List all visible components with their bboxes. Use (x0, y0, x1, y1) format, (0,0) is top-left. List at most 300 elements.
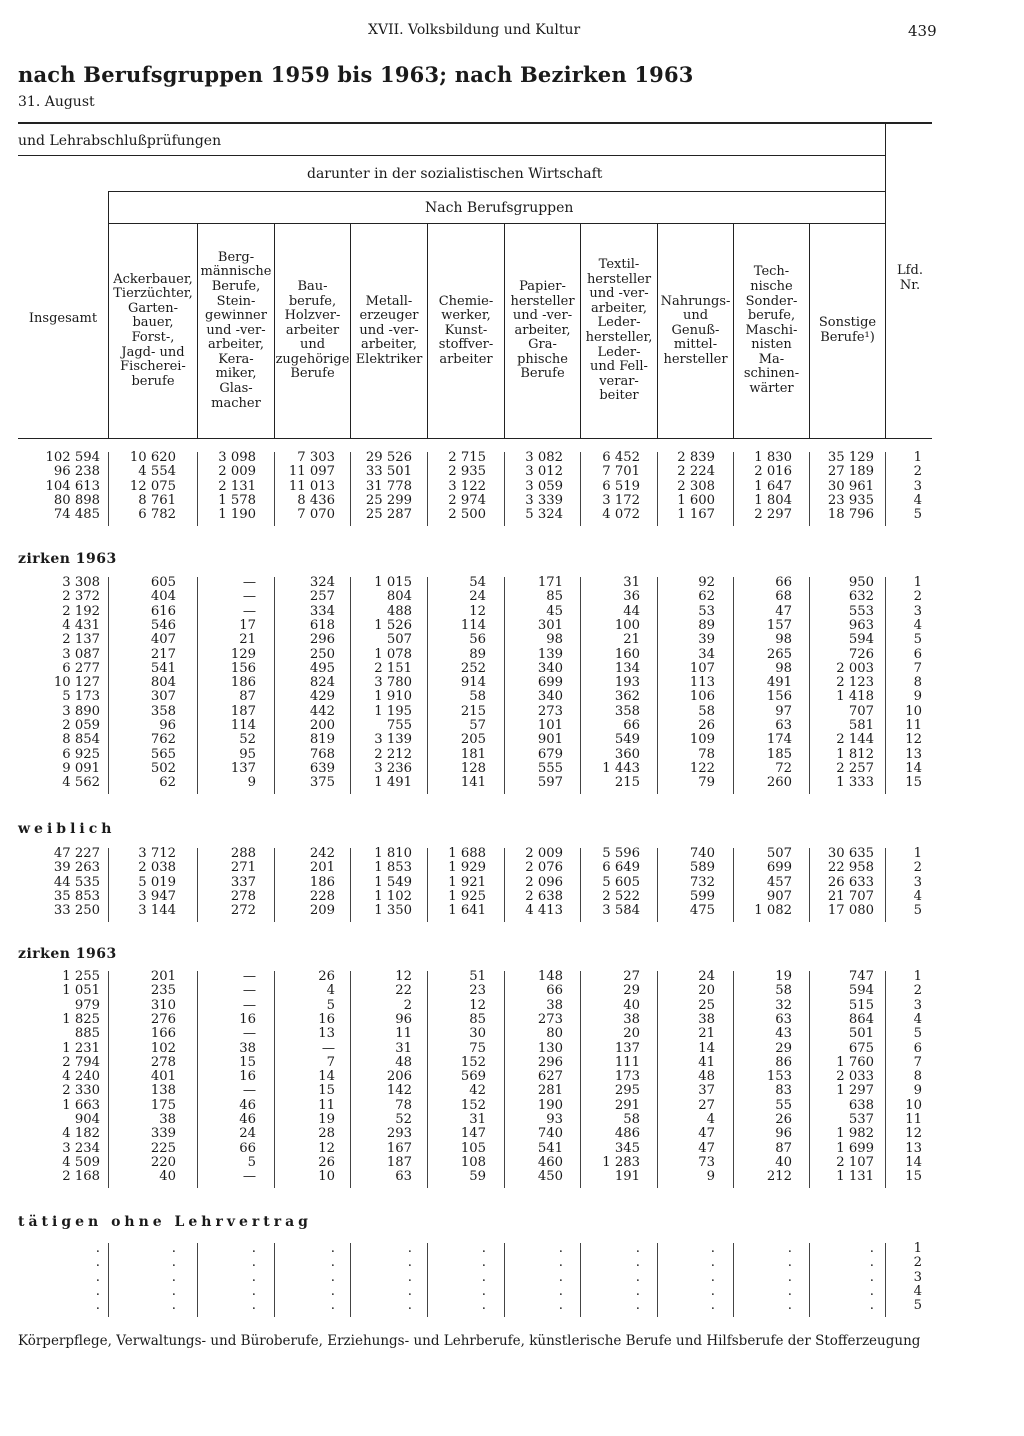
table-cell: 152 (460, 1097, 486, 1113)
block-divider (733, 848, 734, 922)
table-cell: 675 (848, 1040, 874, 1056)
table-cell: 66 (775, 575, 792, 590)
table-cell: 174 (766, 732, 792, 748)
table-cell: 41 (698, 1054, 715, 1070)
table-cell: 153 (766, 1069, 792, 1085)
table-cell: 31 (469, 1112, 486, 1127)
row-number-cell: 14 (905, 1154, 922, 1170)
table-cell: 5 596 (602, 846, 640, 861)
table-cell: 111 (614, 1054, 640, 1070)
table-cell: . (558, 1255, 563, 1271)
table-cell: 93 (546, 1112, 563, 1127)
table-cell: 250 (309, 646, 335, 662)
table-cell: — (242, 1083, 256, 1099)
table-cell: 32 (775, 997, 792, 1013)
table-cell: 43 (775, 1026, 792, 1042)
section-label-weiblich: weiblich (18, 821, 116, 837)
row-number-cell: 5 (913, 903, 922, 919)
table-cell: 97 (775, 703, 792, 719)
table-cell: 442 (309, 703, 335, 719)
row-number-cell: 6 (913, 646, 922, 662)
table-cell: 307 (150, 689, 176, 705)
table-cell: 29 526 (365, 450, 412, 465)
table-cell: 16 (239, 1069, 256, 1085)
table-cell: 114 (230, 718, 256, 733)
table-cell: 5 173 (62, 689, 100, 705)
table-cell: 58 (775, 983, 792, 999)
row-number-cell: 1 (913, 969, 922, 984)
table-cell: 27 189 (827, 464, 874, 480)
table-cell: 7 (326, 1054, 335, 1070)
table-cell: — (321, 1040, 335, 1056)
row-number-cell: 5 (913, 1026, 922, 1042)
table-cell: 1 853 (374, 860, 412, 876)
table-cell: 51 (469, 969, 486, 984)
table-cell: 52 (395, 1112, 412, 1127)
table-cell: 963 (848, 617, 874, 633)
table-cell: 5 605 (602, 874, 640, 890)
top-rule (18, 122, 932, 124)
block-divider (504, 848, 505, 922)
row-number-cell: 2 (913, 1255, 922, 1271)
row-number-cell: 1 (913, 1241, 922, 1256)
table-cell: 7 303 (297, 450, 335, 465)
table-cell: 30 (469, 1026, 486, 1042)
table-cell: 86 (775, 1054, 792, 1070)
table-cell: 80 (546, 1026, 563, 1042)
table-cell: 627 (537, 1069, 563, 1085)
table-cell: 26 (318, 1154, 335, 1170)
row-number-cell: 4 (913, 1011, 922, 1027)
table-cell: 740 (537, 1126, 563, 1142)
table-cell: 12 (469, 603, 486, 619)
table-cell: . (330, 1241, 335, 1256)
table-cell: 11 (318, 1097, 335, 1113)
table-cell: 2 096 (525, 874, 563, 890)
header-bottom-rule (18, 438, 932, 439)
table-cell: . (251, 1241, 256, 1256)
table-cell: 488 (386, 603, 412, 619)
row-number-cell: 11 (905, 1112, 922, 1127)
table-cell: 819 (309, 732, 335, 748)
table-cell: 901 (537, 732, 563, 748)
table-cell: 1 810 (374, 846, 412, 861)
table-cell: 8 761 (138, 492, 176, 508)
table-cell: 616 (150, 603, 176, 619)
table-cell: 217 (150, 646, 176, 662)
table-cell: 166 (150, 1026, 176, 1042)
table-cell: 24 (239, 1126, 256, 1142)
table-cell: 252 (460, 660, 486, 676)
table-cell: 35 853 (53, 888, 100, 904)
table-cell: 1 297 (836, 1083, 874, 1099)
page-number: 439 (908, 22, 937, 40)
block-divider (197, 971, 198, 1188)
table-cell: 186 (309, 874, 335, 890)
table-cell: . (558, 1283, 563, 1299)
table-cell: . (558, 1241, 563, 1256)
table-cell: 507 (386, 632, 412, 648)
table-cell: . (251, 1283, 256, 1299)
page-title: nach Berufsgruppen 1959 bis 1963; nach Bezirken 1963 (18, 62, 694, 87)
row-number-cell: 6 (913, 1040, 922, 1056)
table-cell: 1 082 (754, 903, 792, 919)
block-divider (885, 971, 886, 1188)
table-cell: 260 (766, 775, 792, 791)
block-divider (580, 848, 581, 922)
table-cell: 100 (614, 617, 640, 633)
table-cell: . (251, 1255, 256, 1271)
table-cell: 89 (469, 646, 486, 662)
table-cell: 191 (614, 1169, 640, 1185)
table-cell: 3 098 (218, 450, 256, 465)
table-cell: 85 (469, 1011, 486, 1027)
table-cell: . (787, 1283, 792, 1299)
block-divider (580, 577, 581, 794)
table-cell: 324 (309, 575, 335, 590)
table-cell: 1 418 (836, 689, 874, 705)
block-divider (350, 971, 351, 1188)
block-divider (885, 577, 886, 794)
table-cell: 113 (689, 675, 715, 691)
block-divider (427, 577, 428, 794)
table-cell: 201 (309, 860, 335, 876)
table-cell: 200 (309, 718, 335, 733)
table-cell: . (710, 1283, 715, 1299)
table-cell: 48 (395, 1054, 412, 1070)
table-cell: 44 (623, 603, 640, 619)
row-number-cell: 4 (913, 492, 922, 508)
col-header-lfd-nr: Lfd. Nr. (897, 263, 923, 293)
table-cell: 271 (230, 860, 256, 876)
block-divider (657, 971, 658, 1188)
table-cell: 104 613 (45, 478, 100, 494)
row-number-cell: 1 (913, 846, 922, 861)
col-header-technical: Tech- nische Sonder- berufe, Maschi- nisten Ma- schinen- wärter (743, 264, 800, 397)
table-cell: 288 (230, 846, 256, 861)
table-cell: 2 192 (62, 603, 100, 619)
table-cell: 89 (698, 617, 715, 633)
table-cell: 138 (150, 1083, 176, 1099)
table-cell: 2 003 (836, 660, 874, 676)
table-cell: . (869, 1255, 874, 1271)
table-cell: . (481, 1241, 486, 1256)
table-cell: 134 (614, 660, 640, 676)
section-label-bezirke: zirken 1963 (18, 551, 117, 567)
col-header-agriculture: Ackerbauer, Tierzüchter, Garten- bauer, Forst-, Jagd- und Fischerei- berufe (113, 271, 193, 389)
table-cell: . (95, 1298, 100, 1314)
table-cell: 96 238 (53, 464, 100, 480)
col-header-food: Nahrungs- und Genuß- mittel- hersteller (660, 293, 731, 367)
table-cell: 565 (150, 746, 176, 762)
table-cell: 54 (469, 575, 486, 590)
table-cell: . (407, 1298, 412, 1314)
table-cell: — (242, 589, 256, 605)
table-cell: 73 (698, 1154, 715, 1170)
row-number-cell: 5 (913, 507, 922, 523)
table-cell: 1 760 (836, 1054, 874, 1070)
table-cell: 5 (326, 997, 335, 1013)
running-header: XVII. Volksbildung und Kultur (368, 22, 581, 38)
table-cell: 3 308 (62, 575, 100, 590)
table-cell: 460 (537, 1154, 563, 1170)
table-cell: 296 (537, 1054, 563, 1070)
table-cell: 107 (689, 660, 715, 676)
table-cell: 2 016 (754, 464, 792, 480)
table-cell: 1 804 (754, 492, 792, 508)
table-cell: 96 (395, 1011, 412, 1027)
table-cell: 457 (766, 874, 792, 890)
table-cell: 679 (537, 746, 563, 762)
col-header-paper: Papier- hersteller und -ver- arbeiter, Gra- phische Berufe (510, 278, 575, 382)
table-cell: . (330, 1269, 335, 1285)
group-header: darunter in der sozialistischen Wirtschaft (307, 166, 603, 182)
col-header-mining: Berg- männische Berufe, Stein- gewinner und -ver- arbeiter, Kera- miker, Glas- macher (200, 249, 272, 411)
table-cell: 2 715 (448, 450, 486, 465)
table-cell: 1 190 (218, 507, 256, 523)
table-cell: 130 (537, 1040, 563, 1056)
table-cell: 747 (848, 969, 874, 984)
table-cell: 2 151 (374, 660, 412, 676)
table-cell: 171 (537, 575, 563, 590)
table-cell: 33 250 (53, 903, 100, 919)
table-cell: . (171, 1298, 176, 1314)
block-divider (885, 848, 886, 922)
table-cell: 21 (698, 1026, 715, 1042)
table-cell: 31 (623, 575, 640, 590)
block-divider (274, 1243, 275, 1317)
table-cell: 87 (775, 1140, 792, 1156)
table-cell: 864 (848, 1011, 874, 1027)
table-cell: 4 509 (62, 1154, 100, 1170)
row-number-cell: 9 (913, 1083, 922, 1099)
block-divider (197, 452, 198, 526)
row-number-cell: 4 (913, 617, 922, 633)
table-cell: . (95, 1255, 100, 1271)
table-cell: 21 (239, 632, 256, 648)
block-divider (427, 971, 428, 1188)
table-cell: 56 (469, 632, 486, 648)
table-cell: 22 958 (827, 860, 874, 876)
table-cell: 23 (469, 983, 486, 999)
table-cell: 11 (395, 1026, 412, 1042)
table-cell: 26 (775, 1112, 792, 1127)
table-cell: 205 (460, 732, 486, 748)
table-cell: 39 263 (53, 860, 100, 876)
table-cell: 401 (150, 1069, 176, 1085)
table-cell: 2 076 (525, 860, 563, 876)
table-cell: 4 554 (138, 464, 176, 480)
table-cell: 1 015 (374, 575, 412, 590)
block-divider (274, 848, 275, 922)
table-cell: 31 778 (365, 478, 412, 494)
table-cell: 17 (239, 617, 256, 633)
table-cell: 555 (537, 760, 563, 776)
table-cell: 29 (623, 983, 640, 999)
table-cell: 2 009 (218, 464, 256, 480)
table-cell: . (869, 1298, 874, 1314)
table-cell: 142 (386, 1083, 412, 1099)
table-cell: 1 925 (448, 888, 486, 904)
section-label-bezirke-weiblich: zirken 1963 (18, 946, 117, 962)
table-cell: 9 091 (62, 760, 100, 776)
table-cell: 58 (469, 689, 486, 705)
table-cell: 83 (775, 1083, 792, 1099)
table-cell: 48 (698, 1069, 715, 1085)
table-cell: 185 (766, 746, 792, 762)
table-cell: 2 123 (836, 675, 874, 691)
table-cell: 2 500 (448, 507, 486, 523)
block-divider (657, 452, 658, 526)
table-cell: 407 (150, 632, 176, 648)
table-cell: 29 (775, 1040, 792, 1056)
subgroup-header: Nach Berufsgruppen (425, 200, 574, 216)
page-subtitle: 31. August (18, 94, 95, 110)
table-cell: 1 982 (836, 1126, 874, 1142)
block-divider (504, 971, 505, 1188)
table-cell: 109 (689, 732, 715, 748)
table-cell: 2 137 (62, 632, 100, 648)
table-cell: 3 082 (525, 450, 563, 465)
table-cell: 5 019 (138, 874, 176, 890)
table-cell: 157 (766, 617, 792, 633)
table-cell: 72 (775, 760, 792, 776)
block-divider (809, 971, 810, 1188)
table-cell: 20 (698, 983, 715, 999)
table-cell: 1 647 (754, 478, 792, 494)
table-cell: 2 330 (62, 1083, 100, 1099)
row-number-cell: 3 (913, 603, 922, 619)
table-cell: 6 925 (62, 746, 100, 762)
table-cell: 293 (386, 1126, 412, 1142)
table-cell: 762 (150, 732, 176, 748)
table-cell: 257 (309, 589, 335, 605)
table-cell: 220 (150, 1154, 176, 1170)
table-cell: 148 (537, 969, 563, 984)
table-cell: 34 (698, 646, 715, 662)
table-cell: 507 (766, 846, 792, 861)
table-cell: 4 182 (62, 1126, 100, 1142)
table-cell: 3 234 (62, 1140, 100, 1156)
table-cell: 19 (318, 1112, 335, 1127)
table-cell: 2 224 (677, 464, 715, 480)
row-number-cell: 15 (905, 775, 922, 791)
table-cell: 74 485 (53, 507, 100, 523)
block-divider (657, 577, 658, 794)
table-cell: 35 129 (827, 450, 874, 465)
table-cell: 30 635 (827, 846, 874, 861)
table-cell: 46 (239, 1097, 256, 1113)
table-cell: . (407, 1255, 412, 1271)
table-cell: 278 (230, 888, 256, 904)
row-number-cell: 13 (905, 1140, 922, 1156)
table-cell: 39 (698, 632, 715, 648)
table-cell: . (558, 1269, 563, 1285)
table-cell: 55 (775, 1097, 792, 1113)
table-cell: 3 712 (138, 846, 176, 861)
table-cell: 553 (848, 603, 874, 619)
table-cell: 2 839 (677, 450, 715, 465)
table-cell: 53 (698, 603, 715, 619)
row-number-cell: 2 (913, 983, 922, 999)
table-cell: 3 139 (374, 732, 412, 748)
group-rule (108, 191, 885, 192)
table-cell: 190 (537, 1097, 563, 1113)
table-cell: 46 (239, 1112, 256, 1127)
table-cell: . (635, 1283, 640, 1299)
table-cell: 96 (159, 718, 176, 733)
table-cell: 12 (395, 969, 412, 984)
table-cell: . (635, 1298, 640, 1314)
row-number-cell: 14 (905, 760, 922, 776)
table-cell: 2 038 (138, 860, 176, 876)
table-cell: 597 (537, 775, 563, 791)
table-cell: 186 (230, 675, 256, 691)
table-cell: 8 854 (62, 732, 100, 748)
table-cell: 2 522 (602, 888, 640, 904)
row-number-cell: 2 (913, 589, 922, 605)
table-cell: . (407, 1241, 412, 1256)
table-cell: 296 (309, 632, 335, 648)
table-cell: 639 (309, 760, 335, 776)
table-cell: 7 701 (602, 464, 640, 480)
table-cell: . (635, 1255, 640, 1271)
table-cell: 38 (546, 997, 563, 1013)
table-cell: 1 663 (62, 1097, 100, 1113)
row-number-cell: 2 (913, 860, 922, 876)
col-header-other: Sonstige Berufe¹) (818, 315, 877, 345)
table-cell: 4 562 (62, 775, 100, 791)
table-cell: 1 051 (62, 983, 100, 999)
table-cell: 8 436 (297, 492, 335, 508)
table-cell: 295 (614, 1083, 640, 1099)
table-cell: 11 097 (288, 464, 335, 480)
block-divider (274, 971, 275, 1188)
table-cell: . (407, 1269, 412, 1285)
table-cell: 57 (469, 718, 486, 733)
table-cell: 78 (698, 746, 715, 762)
table-cell: 699 (537, 675, 563, 691)
col-header-chemistry: Chemie- werker, Kunst- stoffver- arbeiter (438, 293, 494, 367)
table-cell: 14 (318, 1069, 335, 1085)
section-label-ohne-lehrvertrag: tätigen ohne Lehrvertrag (18, 1214, 312, 1230)
table-cell: 5 (247, 1154, 256, 1170)
block-divider (108, 971, 109, 1188)
table-cell: 273 (537, 703, 563, 719)
table-cell: 9 (247, 775, 256, 791)
table-cell: 47 (698, 1126, 715, 1142)
table-cell: 1 102 (374, 888, 412, 904)
table-cell: 25 287 (365, 507, 412, 523)
table-cell: 2 107 (836, 1154, 874, 1170)
table-cell: 98 (546, 632, 563, 648)
table-cell: . (171, 1241, 176, 1256)
block-divider (809, 848, 810, 922)
table-cell: . (710, 1255, 715, 1271)
block-divider (733, 971, 734, 1188)
table-cell: 1 699 (836, 1140, 874, 1156)
table-cell: 3 780 (374, 675, 412, 691)
table-cell: . (787, 1298, 792, 1314)
table-cell: 2 308 (677, 478, 715, 494)
table-cell: 278 (150, 1054, 176, 1070)
table-cell: 2 168 (62, 1169, 100, 1185)
table-cell: — (242, 983, 256, 999)
table-cell: 2 974 (448, 492, 486, 508)
table-cell: 40 (159, 1169, 176, 1185)
table-cell: 20 (623, 1026, 640, 1042)
table-cell: . (95, 1283, 100, 1299)
